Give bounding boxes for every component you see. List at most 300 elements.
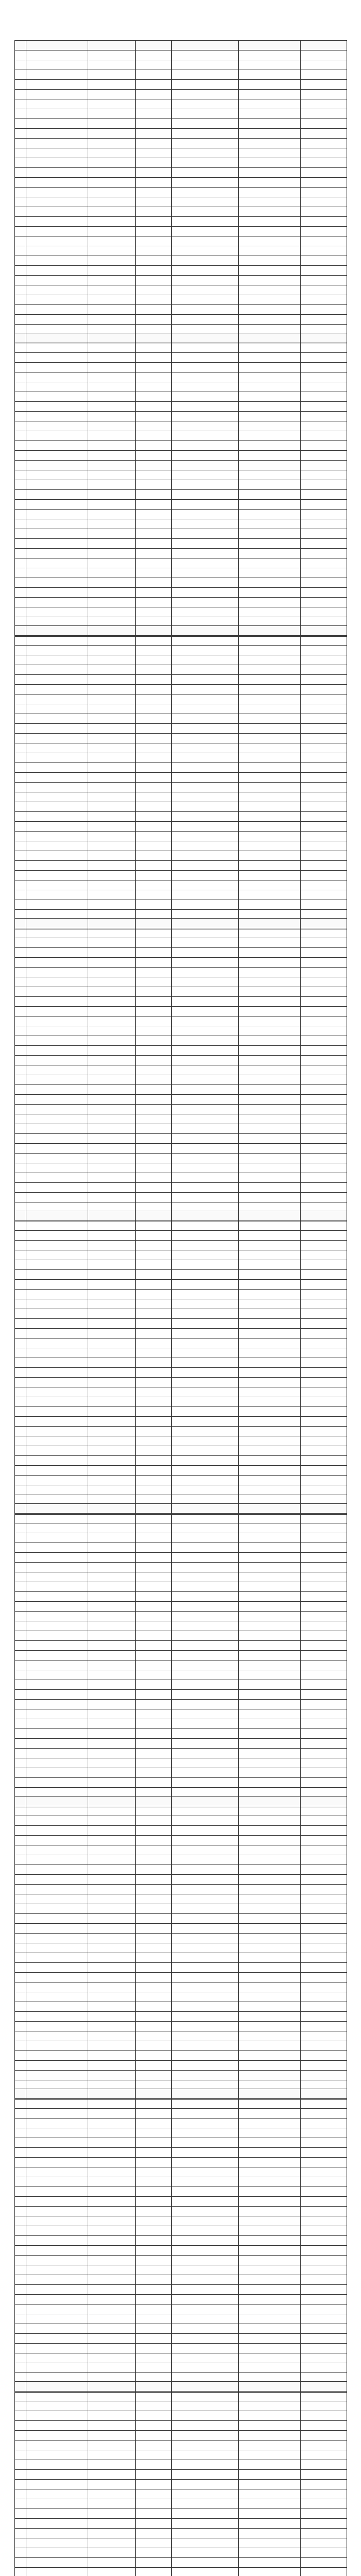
table-row xyxy=(15,197,347,207)
table-cell xyxy=(88,1007,136,1016)
table-cell xyxy=(136,1865,172,1875)
table-cell xyxy=(88,1329,136,1338)
table-cell xyxy=(88,2275,136,2285)
table-cell xyxy=(136,1026,172,1036)
table-cell xyxy=(301,539,347,549)
table-cell xyxy=(301,861,347,871)
table-cell xyxy=(239,480,301,490)
table-cell xyxy=(136,1543,172,1553)
table-cell xyxy=(239,665,301,675)
table-cell xyxy=(239,363,301,372)
table-cell xyxy=(239,519,301,529)
table-cell xyxy=(136,529,172,539)
table-cell xyxy=(15,2148,26,2158)
table-row xyxy=(15,861,347,871)
table-cell xyxy=(239,285,301,295)
table-cell xyxy=(15,549,26,558)
table-cell xyxy=(26,1553,88,1563)
table-row xyxy=(15,1134,347,1144)
table-row xyxy=(15,2411,347,2421)
table-row xyxy=(15,1299,347,1309)
table-cell xyxy=(239,129,301,139)
table-row xyxy=(15,1193,347,1202)
table-row xyxy=(15,1533,347,1543)
table-row xyxy=(15,763,347,773)
table-cell xyxy=(239,968,301,977)
table-row xyxy=(15,1154,347,1163)
table-cell xyxy=(136,148,172,158)
table-cell xyxy=(88,1095,136,1105)
table-cell xyxy=(239,1855,301,1865)
table-cell xyxy=(239,1758,301,1768)
table-cell xyxy=(26,343,88,353)
table-cell xyxy=(301,792,347,802)
table-cell xyxy=(15,451,26,461)
table-cell xyxy=(172,1982,239,1992)
table-cell xyxy=(15,1154,26,1163)
table-cell xyxy=(15,392,26,402)
table-cell xyxy=(172,1934,239,1943)
table-cell xyxy=(136,890,172,900)
table-row xyxy=(15,1543,347,1553)
table-cell xyxy=(172,1758,239,1768)
table-cell xyxy=(172,1894,239,1904)
table-cell xyxy=(15,1193,26,1202)
table-row xyxy=(15,1221,347,1231)
table-cell xyxy=(172,1193,239,1202)
table-cell xyxy=(15,119,26,129)
table-cell xyxy=(88,276,136,285)
table-cell xyxy=(172,70,239,80)
table-cell xyxy=(15,2061,26,2071)
table-cell xyxy=(136,519,172,529)
table-cell xyxy=(15,1134,26,1144)
table-cell xyxy=(26,2071,88,2080)
table-row xyxy=(15,2187,347,2197)
table-cell xyxy=(301,2051,347,2061)
table-cell xyxy=(301,2177,347,2187)
table-cell xyxy=(15,343,26,353)
table-cell xyxy=(172,168,239,178)
table-cell xyxy=(26,977,88,987)
table-cell xyxy=(15,99,26,109)
table-cell xyxy=(26,1075,88,1085)
table-cell xyxy=(172,2538,239,2548)
table-cell xyxy=(239,1387,301,1397)
table-cell xyxy=(301,2441,347,2450)
table-cell xyxy=(136,1154,172,1163)
table-cell xyxy=(15,1845,26,1855)
table-cell xyxy=(136,227,172,236)
table-cell xyxy=(26,1845,88,1855)
table-cell xyxy=(88,2256,136,2265)
table-row xyxy=(15,60,347,70)
table-row xyxy=(15,1270,347,1280)
table-cell xyxy=(239,1299,301,1309)
table-cell xyxy=(26,2314,88,2324)
table-cell xyxy=(136,305,172,315)
table-cell xyxy=(301,480,347,490)
table-cell xyxy=(136,2568,172,2576)
table-cell xyxy=(239,372,301,382)
table-cell xyxy=(239,431,301,441)
table-cell xyxy=(88,2158,136,2167)
table-cell xyxy=(239,1260,301,1270)
table-row xyxy=(15,519,347,529)
table-cell xyxy=(301,665,347,675)
table-cell xyxy=(26,1729,88,1739)
table-row xyxy=(15,343,347,353)
table-cell xyxy=(26,871,88,880)
column-header xyxy=(239,1797,301,1806)
table-cell xyxy=(15,2568,26,2576)
table-cell xyxy=(136,295,172,305)
table-cell xyxy=(15,197,26,207)
table-cell xyxy=(301,1612,347,1621)
table-cell xyxy=(136,2324,172,2334)
table-cell xyxy=(136,1280,172,1290)
data-table-page xyxy=(14,333,347,637)
table-cell xyxy=(301,1163,347,1173)
table-cell xyxy=(172,1806,239,1816)
table-cell xyxy=(136,2177,172,2187)
table-cell xyxy=(26,2051,88,2061)
table-cell xyxy=(239,568,301,578)
table-cell xyxy=(26,1816,88,1826)
table-cell xyxy=(136,2334,172,2344)
table-cell xyxy=(88,1836,136,1845)
table-cell xyxy=(136,1631,172,1641)
table-cell xyxy=(172,295,239,305)
table-cell xyxy=(88,1523,136,1533)
table-row xyxy=(15,1036,347,1046)
table-cell xyxy=(15,851,26,861)
table-cell xyxy=(88,977,136,987)
table-cell xyxy=(172,928,239,938)
table-cell xyxy=(136,402,172,412)
data-table-page xyxy=(14,2089,347,2393)
table-row xyxy=(15,938,347,948)
table-cell xyxy=(136,1378,172,1387)
table-cell xyxy=(172,529,239,539)
table-row xyxy=(15,1953,347,1963)
table-cell xyxy=(239,2061,301,2071)
table-cell xyxy=(239,704,301,714)
table-cell xyxy=(15,1836,26,1845)
table-cell xyxy=(136,510,172,519)
table-cell xyxy=(301,1134,347,1144)
table-cell xyxy=(88,382,136,392)
table-cell xyxy=(26,2002,88,2012)
table-cell xyxy=(15,1992,26,2002)
table-cell xyxy=(301,2431,347,2441)
table-row xyxy=(15,685,347,694)
table-cell xyxy=(88,1768,136,1778)
table-cell xyxy=(26,1885,88,1894)
table-cell xyxy=(172,743,239,753)
table-cell xyxy=(88,1134,136,1144)
table-cell xyxy=(136,2071,172,2080)
data-table-page xyxy=(14,918,347,1222)
table-row xyxy=(15,1904,347,1914)
table-cell xyxy=(239,188,301,197)
table-cell xyxy=(172,1309,239,1319)
table-cell xyxy=(239,1378,301,1387)
table-cell xyxy=(26,1592,88,1602)
table-cell xyxy=(172,2470,239,2480)
table-cell xyxy=(136,2450,172,2460)
table-cell xyxy=(15,607,26,617)
table-cell xyxy=(301,2138,347,2148)
table-cell xyxy=(239,2256,301,2265)
table-cell xyxy=(136,2216,172,2226)
table-cell xyxy=(15,207,26,217)
table-cell xyxy=(301,1154,347,1163)
table-cell xyxy=(172,1865,239,1875)
table-cell xyxy=(88,539,136,549)
table-row xyxy=(15,1602,347,1612)
table-cell xyxy=(301,2207,347,2216)
table-cell xyxy=(136,1816,172,1826)
table-cell xyxy=(88,1963,136,1973)
table-cell xyxy=(172,158,239,168)
table-cell xyxy=(239,928,301,938)
table-cell xyxy=(88,1417,136,1427)
table-row xyxy=(15,900,347,910)
table-cell xyxy=(88,343,136,353)
table-cell xyxy=(136,694,172,704)
table-cell xyxy=(26,675,88,685)
table-row xyxy=(15,1914,347,1924)
table-cell xyxy=(15,1358,26,1368)
table-cell xyxy=(301,1241,347,1250)
column-header xyxy=(172,919,239,928)
table-row xyxy=(15,1446,347,1456)
table-cell xyxy=(15,188,26,197)
table-cell xyxy=(172,607,239,617)
table-cell xyxy=(172,1075,239,1085)
table-cell xyxy=(26,1572,88,1582)
table-cell xyxy=(26,1523,88,1533)
table-cell xyxy=(301,1065,347,1075)
table-cell xyxy=(26,1280,88,1290)
table-row xyxy=(15,510,347,519)
table-row xyxy=(15,598,347,607)
table-cell xyxy=(172,1651,239,1660)
table-cell xyxy=(239,1719,301,1729)
table-cell xyxy=(239,510,301,519)
table-row xyxy=(15,2519,347,2529)
table-cell xyxy=(301,802,347,812)
table-cell xyxy=(88,2285,136,2295)
table-cell xyxy=(239,1749,301,1758)
table-cell xyxy=(88,607,136,617)
table-cell xyxy=(88,60,136,70)
table-cell xyxy=(239,1124,301,1134)
table-row xyxy=(15,2353,347,2363)
table-cell xyxy=(26,1378,88,1387)
table-cell xyxy=(136,675,172,685)
table-cell xyxy=(15,2071,26,2080)
table-cell xyxy=(136,2158,172,2167)
table-row xyxy=(15,2148,347,2158)
table-cell xyxy=(136,480,172,490)
table-cell xyxy=(136,841,172,851)
table-row xyxy=(15,1641,347,1651)
table-cell xyxy=(136,1056,172,1065)
table-cell xyxy=(26,568,88,578)
table-row xyxy=(15,558,347,568)
table-cell xyxy=(88,80,136,90)
table-cell xyxy=(15,2470,26,2480)
table-cell xyxy=(26,1085,88,1095)
table-cell xyxy=(26,60,88,70)
table-cell xyxy=(239,1427,301,1436)
table-cell xyxy=(15,490,26,500)
table-cell xyxy=(26,1641,88,1651)
table-cell xyxy=(88,129,136,139)
table-cell xyxy=(301,822,347,832)
table-cell xyxy=(15,2441,26,2450)
table-cell xyxy=(172,2138,239,2148)
table-cell xyxy=(26,1270,88,1280)
table-cell xyxy=(239,753,301,763)
data-table-page xyxy=(14,1503,347,1807)
table-cell xyxy=(26,928,88,938)
table-cell xyxy=(136,1329,172,1338)
table-cell xyxy=(15,636,26,646)
table-cell xyxy=(172,148,239,158)
table-cell xyxy=(172,451,239,461)
table-row xyxy=(15,822,347,832)
table-cell xyxy=(15,665,26,675)
table-cell xyxy=(26,1016,88,1026)
table-cell xyxy=(15,50,26,60)
table-cell xyxy=(301,2285,347,2295)
table-cell xyxy=(136,607,172,617)
column-header xyxy=(15,2382,26,2392)
table-cell xyxy=(301,470,347,480)
table-cell xyxy=(172,832,239,841)
table-cell xyxy=(301,1816,347,1826)
table-row xyxy=(15,1514,347,1523)
table-cell xyxy=(88,2509,136,2519)
table-cell xyxy=(26,1612,88,1621)
table-cell xyxy=(88,1924,136,1934)
table-cell xyxy=(172,646,239,655)
table-cell xyxy=(239,2489,301,2499)
table-cell xyxy=(136,2489,172,2499)
column-header xyxy=(136,2089,172,2099)
table-cell xyxy=(136,1572,172,1582)
table-cell xyxy=(15,880,26,890)
table-cell xyxy=(15,1378,26,1387)
table-cell xyxy=(239,353,301,363)
table-cell xyxy=(88,2519,136,2529)
table-cell xyxy=(301,2148,347,2158)
table-row xyxy=(15,2509,347,2519)
table-cell xyxy=(239,60,301,70)
table-cell xyxy=(15,246,26,256)
table-cell xyxy=(15,928,26,938)
table-cell xyxy=(15,305,26,315)
table-cell xyxy=(239,109,301,119)
table-row xyxy=(15,1114,347,1124)
table-cell xyxy=(26,1046,88,1056)
table-cell xyxy=(136,1621,172,1631)
table-cell xyxy=(301,1476,347,1485)
table-cell xyxy=(172,276,239,285)
table-cell xyxy=(136,1943,172,1953)
table-cell xyxy=(301,451,347,461)
table-cell xyxy=(136,2480,172,2489)
table-row xyxy=(15,2441,347,2450)
table-cell xyxy=(136,2197,172,2207)
table-cell xyxy=(239,1885,301,1894)
table-cell xyxy=(88,461,136,470)
table-cell xyxy=(301,938,347,948)
table-cell xyxy=(136,1095,172,1105)
table-row xyxy=(15,148,347,158)
table-cell xyxy=(172,997,239,1007)
table-cell xyxy=(301,598,347,607)
table-cell xyxy=(136,2509,172,2519)
table-cell xyxy=(26,900,88,910)
table-cell xyxy=(88,2197,136,2207)
table-cell xyxy=(88,158,136,168)
table-row xyxy=(15,1319,347,1329)
table-row xyxy=(15,1582,347,1592)
table-cell xyxy=(88,1973,136,1982)
table-cell xyxy=(136,1183,172,1193)
table-cell xyxy=(26,549,88,558)
table-row xyxy=(15,2314,347,2324)
table-cell xyxy=(26,2012,88,2022)
table-cell xyxy=(15,2499,26,2509)
table-cell xyxy=(15,158,26,168)
table-cell xyxy=(172,1241,239,1250)
table-cell xyxy=(172,598,239,607)
table-cell xyxy=(88,2061,136,2071)
table-cell xyxy=(15,704,26,714)
table-cell xyxy=(172,1660,239,1670)
table-cell xyxy=(15,480,26,490)
table-cell xyxy=(301,90,347,99)
table-row xyxy=(15,2363,347,2373)
table-cell xyxy=(88,266,136,276)
table-cell xyxy=(26,2480,88,2489)
table-cell xyxy=(301,2295,347,2304)
table-cell xyxy=(172,480,239,490)
table-cell xyxy=(136,2256,172,2265)
table-cell xyxy=(15,1163,26,1173)
table-row xyxy=(15,675,347,685)
table-cell xyxy=(172,1943,239,1953)
table-cell xyxy=(88,490,136,500)
table-cell xyxy=(26,694,88,704)
table-cell xyxy=(26,50,88,60)
table-cell xyxy=(172,1729,239,1739)
table-cell xyxy=(172,109,239,119)
table-cell xyxy=(301,1446,347,1456)
table-cell xyxy=(172,890,239,900)
table-row xyxy=(15,236,347,246)
table-cell xyxy=(136,1436,172,1446)
table-cell xyxy=(136,2538,172,2548)
table-cell xyxy=(15,1572,26,1582)
table-cell xyxy=(301,1700,347,1709)
table-cell xyxy=(136,382,172,392)
